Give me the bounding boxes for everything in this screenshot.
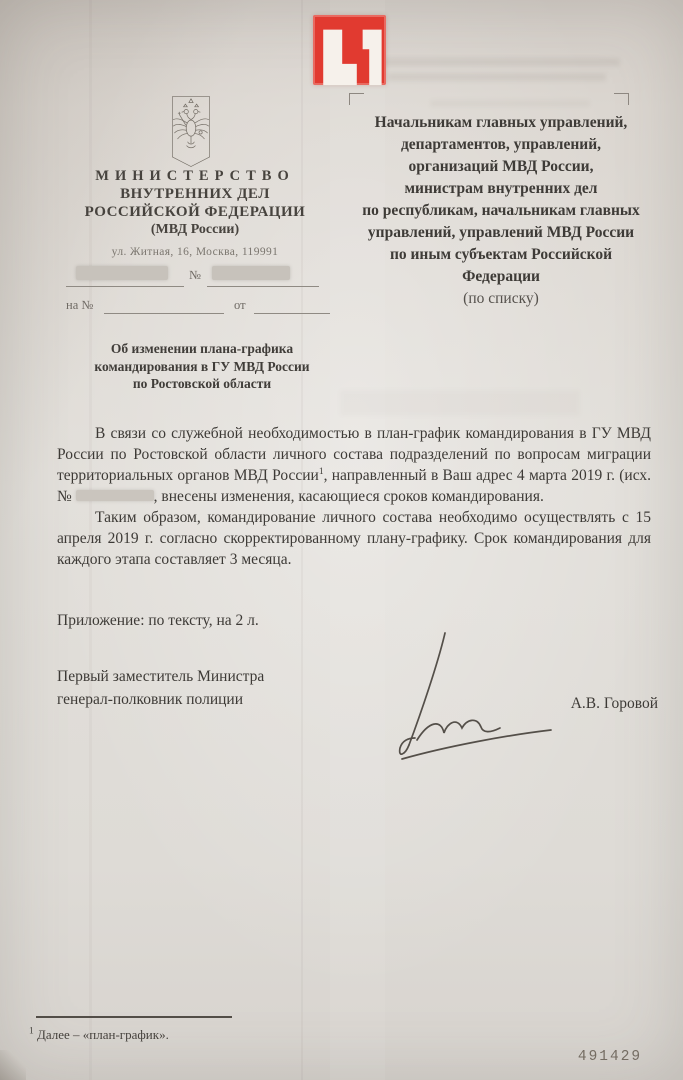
footnote-text: $^1$ Далее – «план-график». (29, 1026, 169, 1042)
attachment-note: Приложение: по тексту, на 2 л. (57, 612, 259, 629)
number-sign-label: № (189, 268, 201, 282)
address-corner-mark-right-icon (614, 93, 629, 105)
signer-title-line2: генерал-полковник полиции (57, 690, 244, 708)
bleedthrough-text-smudge (388, 73, 606, 81)
subject-line: Об изменении плана-графика (110, 341, 294, 356)
addressee-line: Федерации (462, 268, 540, 285)
reply-date-label: от (234, 298, 246, 312)
footnote-divider (36, 1016, 232, 1018)
reply-to-number-label: на № (66, 298, 94, 312)
date-underline (66, 286, 184, 287)
footnote-marker: 1 (29, 1026, 34, 1037)
letter-body (57, 423, 651, 570)
life-logo-glyphs (313, 15, 386, 88)
ministry-name-line2: ВНУТРЕННИХ ДЕЛ (120, 186, 270, 202)
address-corner-mark-left-icon (349, 93, 364, 105)
addressee-line: по иным субъектам Российской (389, 246, 613, 263)
registration-stamp-number: 491429 (577, 1049, 643, 1065)
redacted-outgoing-number (212, 266, 290, 280)
body-paragraph-2: Таким образом, командирование личного состава необходимо осуществлять с 15 апреля 2019 г. согласно скорректированному плану-графику. Срок командирования для каждого этапа составляет 3 месяца. (57, 509, 651, 568)
ministry-address: ул. Житная, 16, Москва, 119991 (111, 246, 279, 258)
addressee-line: по республикам, начальникам главных (362, 202, 640, 219)
ministry-name-line3: РОССИЙСКОЙ ФЕДЕРАЦИИ (84, 204, 306, 220)
addressee-block (345, 112, 657, 310)
signer-title (57, 666, 264, 711)
subject-block (60, 340, 344, 393)
bleedthrough-text-smudge (372, 58, 620, 66)
redacted-date (76, 266, 168, 280)
addressee-line: управлений, управлений МВД России (367, 224, 635, 241)
bleedthrough-text-smudge (340, 390, 580, 416)
bleedthrough-text-smudge (430, 100, 590, 107)
number-underline (207, 286, 319, 287)
signer-title-line1: Первый заместитель Министра (57, 668, 265, 685)
addressee-line: департаментов, управлений, (400, 136, 602, 153)
reply-date-underline (254, 313, 330, 314)
reply-number-underline (104, 313, 224, 314)
body-paragraph-1: В связи со служебной необходимостью в план-график командирования в ГУ МВД России по Ростовской области личного состава подразделений по вопросам миграции территориальных органов МВД России$^1$, направленный в Ваш адрес 4 марта 2019 г. (исх. № , внесены изменения, касающиеся сроков командирования. (57, 425, 651, 505)
subject-line: по Ростовской области (132, 376, 272, 391)
footnote-reference-marker: 1 (318, 466, 324, 477)
ministry-name-line1: МИНИСТЕРСТВО (95, 168, 295, 184)
addressee-distribution-note: (по списку) (463, 290, 539, 307)
subject-line: командирования в ГУ МВД России (94, 358, 310, 374)
addressee-line: Начальникам главных управлений, (374, 114, 628, 131)
ministry-abbreviation: (МВД России) (150, 222, 240, 237)
addressee-line: организаций МВД России, (408, 158, 594, 175)
signer-name: А.В. Горовой (570, 695, 658, 712)
handwritten-signature (388, 628, 588, 768)
addressee-line: министрам внутренних дел (404, 180, 598, 197)
coat-of-arms-emblem (152, 94, 230, 174)
redacted-reference-number (76, 490, 154, 501)
paper-edge-shadow (0, 1050, 26, 1080)
life-logo (313, 15, 386, 85)
